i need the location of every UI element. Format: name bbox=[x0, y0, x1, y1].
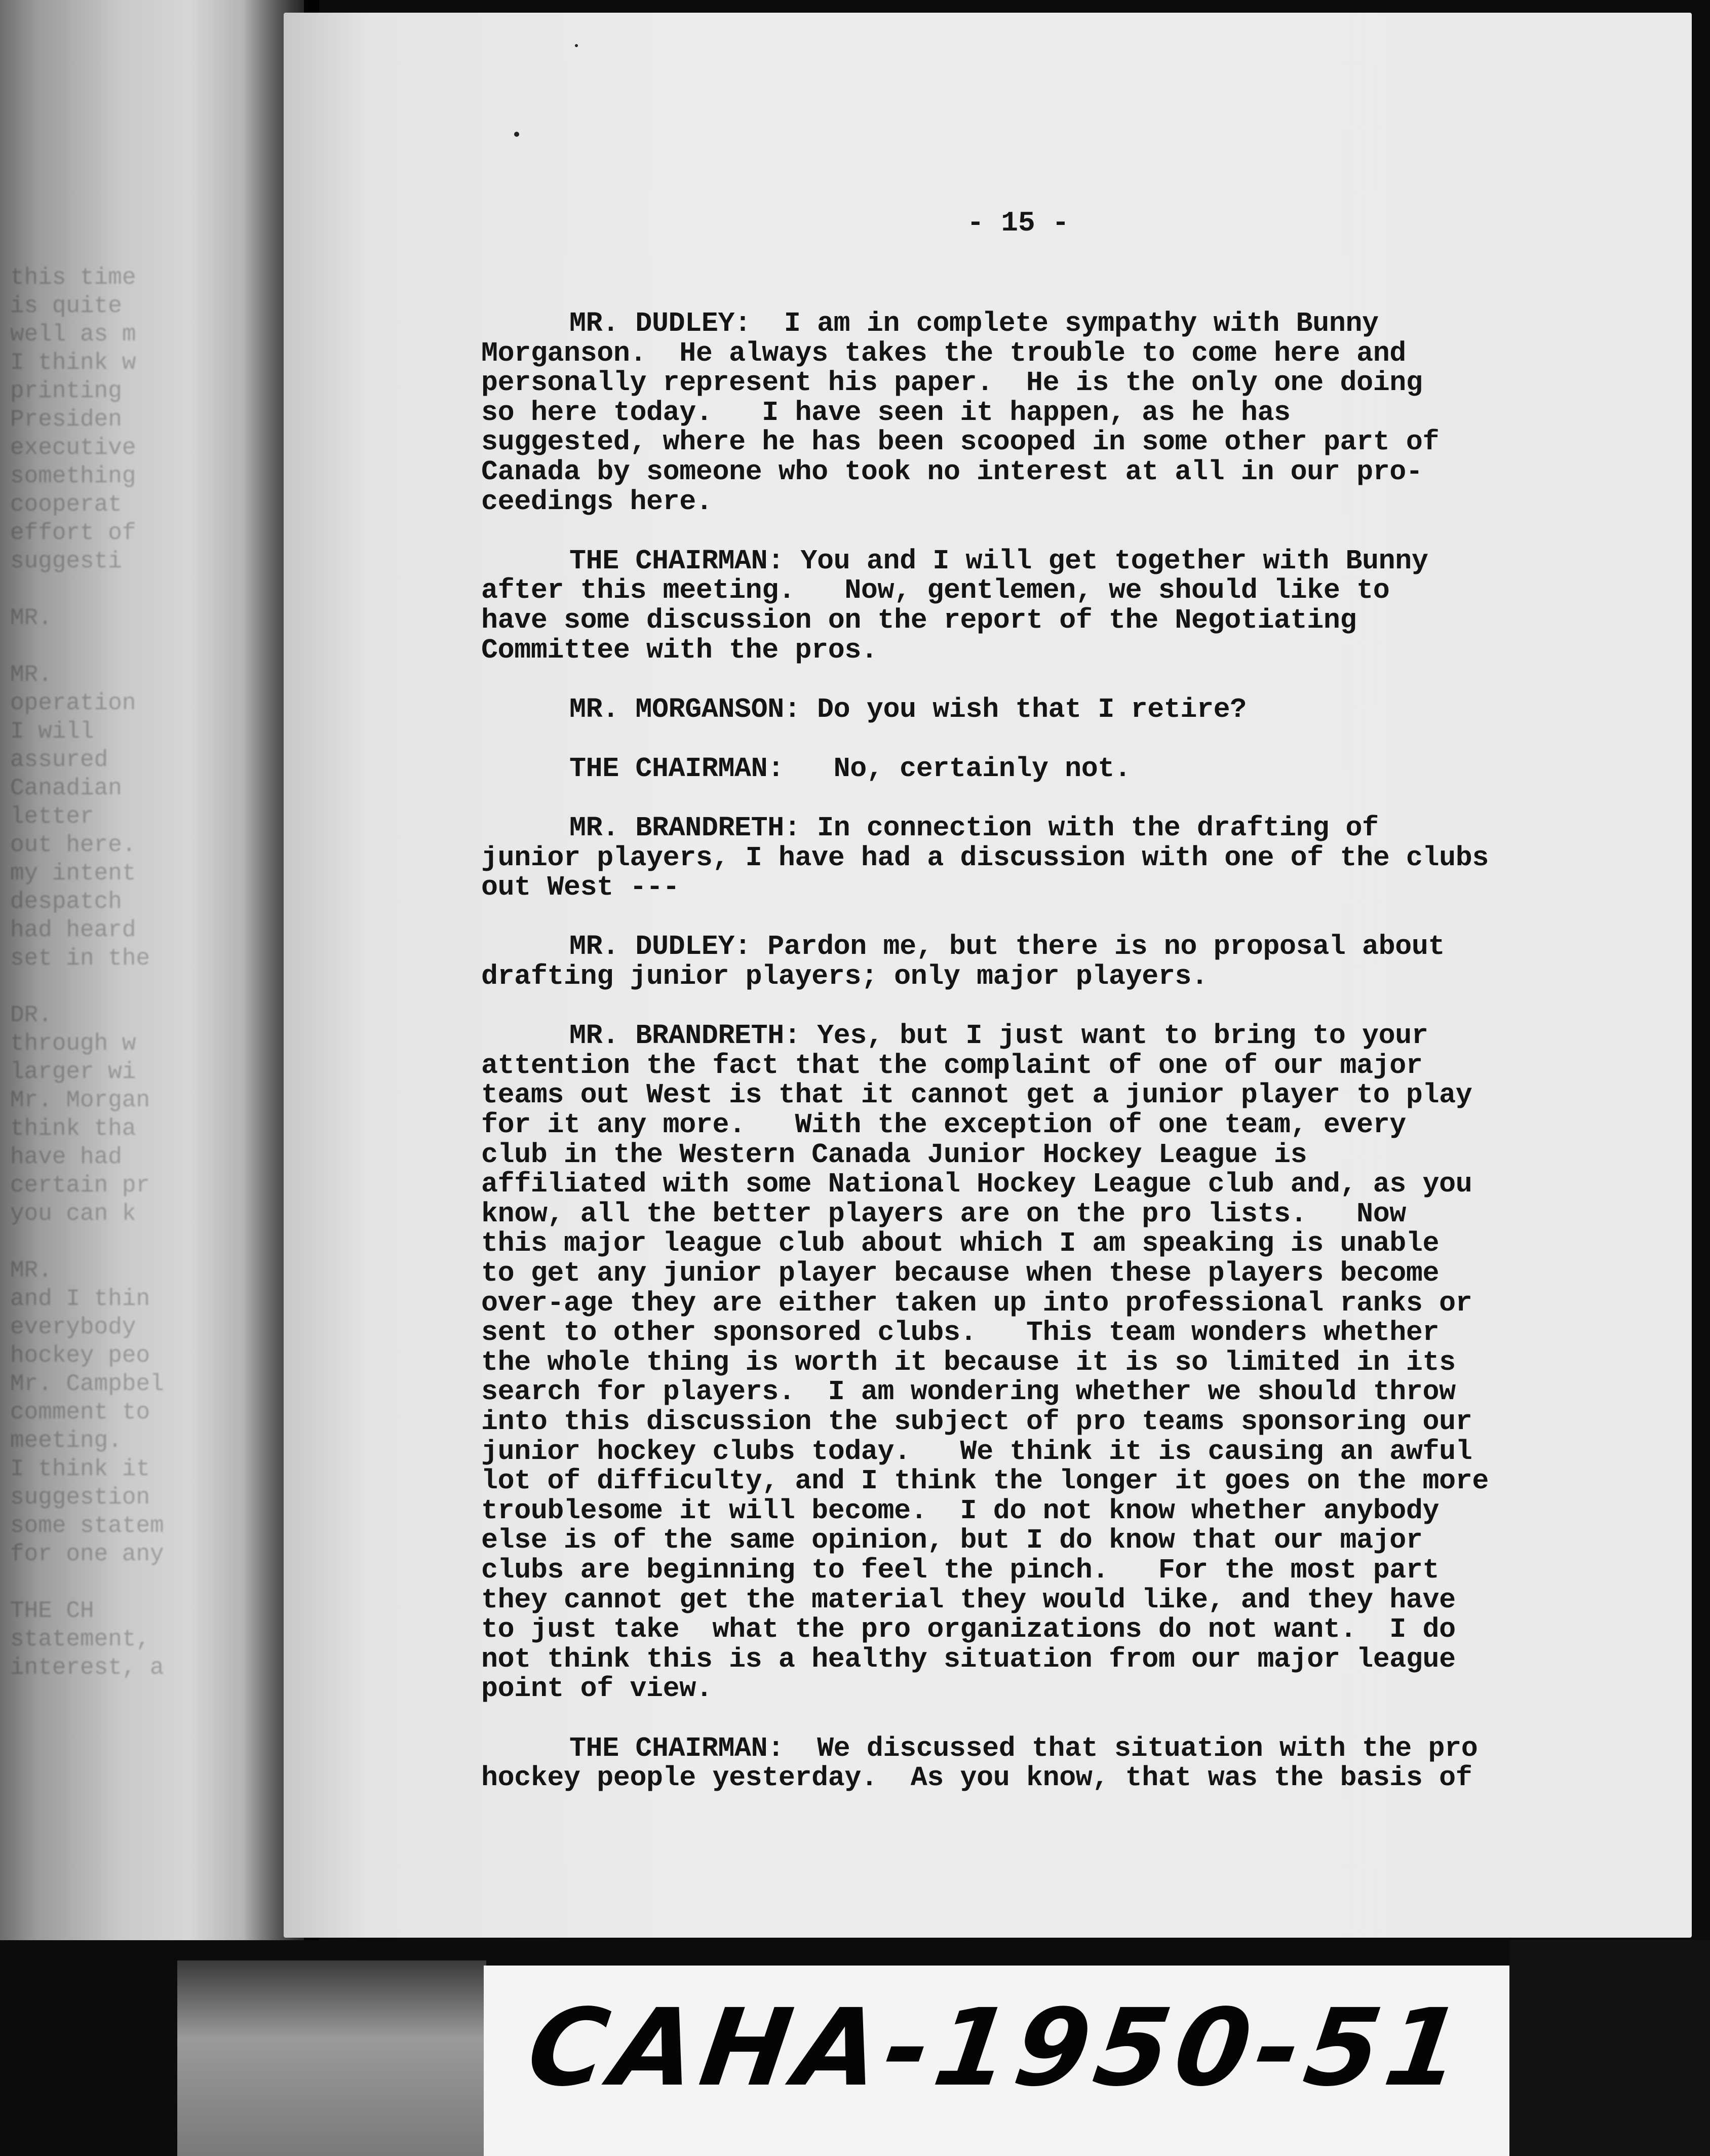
line-text: have some discussion on the report of the Negotiating bbox=[481, 604, 1357, 636]
line-text: this major league club about which I am speaking is unable bbox=[481, 1227, 1440, 1260]
bleed-line: you can k bbox=[10, 1201, 136, 1227]
line-text: search for players. I am wondering whether we should throw bbox=[481, 1376, 1456, 1408]
line-text: teams out West is that it cannot get a junior player to play bbox=[481, 1079, 1472, 1111]
line-text: Canada by someone who took no interest at all in our pro- bbox=[481, 455, 1423, 488]
paragraph-line bbox=[481, 1140, 1596, 1170]
paragraph-line bbox=[481, 1407, 1596, 1437]
bleed-line: MR. bbox=[10, 662, 52, 688]
bleed-line: set in the bbox=[10, 945, 150, 972]
paragraph-line bbox=[481, 487, 1596, 517]
bleed-line: Mr. Morgan bbox=[10, 1087, 150, 1113]
speaker-paragraph bbox=[481, 932, 1596, 991]
speaker-paragraph bbox=[481, 814, 1596, 903]
line-text: MR. DUDLEY: I am in complete sympathy with Bunny bbox=[569, 307, 1379, 339]
line-text: drafting junior players; only major players. bbox=[481, 960, 1208, 993]
archive-label-handwritten: CAHA-1950-51 bbox=[520, 1986, 1475, 2110]
bleed-line: Mr. Campbel bbox=[10, 1371, 164, 1397]
paragraph-line bbox=[481, 1170, 1596, 1200]
paragraph-line bbox=[481, 1081, 1596, 1110]
paragraph-line bbox=[481, 1556, 1596, 1586]
line-text: clubs are beginning to feel the pinch. For the most part bbox=[481, 1554, 1440, 1586]
paragraph-line bbox=[481, 1615, 1596, 1645]
page-speck bbox=[575, 44, 578, 47]
transcript-body bbox=[481, 309, 1596, 1823]
bleed-line: is quite bbox=[10, 293, 122, 319]
paragraph-first-line bbox=[481, 547, 1596, 576]
bleed-line: Canadian bbox=[10, 775, 122, 801]
bleed-line: THE CH bbox=[10, 1598, 94, 1624]
paragraph-line bbox=[481, 1437, 1596, 1467]
bleed-line: hockey peo bbox=[10, 1342, 150, 1369]
paragraph-line bbox=[481, 606, 1596, 636]
line-text: into this discussion the subject of pro teams sponsoring our bbox=[481, 1405, 1472, 1438]
typed-page bbox=[284, 13, 1692, 1938]
line-text: MR. MORGANSON: Do you wish that I retire? bbox=[569, 693, 1247, 725]
bleed-line: assured bbox=[10, 747, 108, 773]
bleed-line: executive bbox=[10, 435, 136, 461]
speaker-paragraph bbox=[481, 1734, 1596, 1793]
paragraph-line bbox=[481, 1229, 1596, 1259]
paragraph-line bbox=[481, 1348, 1596, 1378]
bleed-line: everybody bbox=[10, 1314, 136, 1340]
line-text: MR. BRANDRETH: In connection with the drafting of bbox=[569, 812, 1379, 844]
line-text: the whole thing is worth it because it is so limited in its bbox=[481, 1346, 1456, 1378]
speaker-paragraph bbox=[481, 547, 1596, 665]
bleed-line: through w bbox=[10, 1030, 136, 1057]
paragraph-line bbox=[481, 1526, 1596, 1556]
line-text: they cannot get the material they would like, and they have bbox=[481, 1584, 1456, 1616]
bleed-line: my intent bbox=[10, 860, 136, 887]
bleed-line: I think w bbox=[10, 350, 136, 376]
speaker-paragraph bbox=[481, 695, 1596, 725]
line-text: after this meeting. Now, gentlemen, we should like to bbox=[481, 574, 1390, 607]
page-number: - 15 - bbox=[967, 207, 1069, 239]
bleed-line: cooperat bbox=[10, 491, 122, 518]
paragraph-line bbox=[481, 576, 1596, 606]
paragraph-line bbox=[481, 339, 1596, 369]
line-text: Committee with the pros. bbox=[481, 634, 878, 666]
line-text: THE CHAIRMAN: No, certainly not. bbox=[569, 752, 1131, 785]
paragraph-line bbox=[481, 962, 1596, 992]
bleed-line: think tha bbox=[10, 1115, 136, 1142]
bleed-line: comment to bbox=[10, 1399, 150, 1426]
line-text: THE CHAIRMAN: You and I will get together with Bunny bbox=[569, 545, 1428, 577]
bleed-line: out here. bbox=[10, 832, 136, 858]
paragraph-line bbox=[481, 1051, 1596, 1081]
bleed-line: have had bbox=[10, 1144, 122, 1170]
background-dark bbox=[1509, 1940, 1710, 2156]
line-text: so here today. I have seen it happen, as he has bbox=[481, 396, 1291, 429]
bleed-line: MR. bbox=[10, 605, 52, 631]
archive-label-card bbox=[484, 1966, 1509, 2156]
bleed-line: DR. bbox=[10, 1002, 52, 1028]
bleed-line: for one any bbox=[10, 1541, 164, 1567]
line-text: out West --- bbox=[481, 871, 680, 904]
paragraph-first-line bbox=[481, 932, 1596, 962]
line-text: ceedings here. bbox=[481, 485, 713, 518]
line-text: over-age they are either taken up into professional ranks or bbox=[481, 1287, 1472, 1319]
line-text: affiliated with some National Hockey League club and, as you bbox=[481, 1168, 1472, 1201]
line-text: junior hockey clubs today. We think it is causing an awful bbox=[481, 1435, 1472, 1468]
paragraph-line bbox=[481, 457, 1596, 487]
paragraph-first-line bbox=[481, 695, 1596, 725]
line-text: MR. DUDLEY: Pardon me, but there is no proposal about bbox=[569, 931, 1445, 963]
bleed-line: interest, a bbox=[10, 1654, 164, 1681]
page-speck bbox=[514, 132, 519, 137]
bleed-line: I think it bbox=[10, 1456, 150, 1482]
bleed-line: larger wi bbox=[10, 1059, 136, 1085]
line-text: not think this is a healthy situation from our major league bbox=[481, 1643, 1456, 1675]
bleed-line: certain pr bbox=[10, 1172, 150, 1199]
speaker-paragraph bbox=[481, 1021, 1596, 1704]
paragraph-line bbox=[481, 1645, 1596, 1675]
paragraph-line bbox=[481, 368, 1596, 398]
line-text: Morganson. He always takes the trouble to come here and bbox=[481, 337, 1406, 369]
line-text: personally represent his paper. He is the only one doing bbox=[481, 367, 1423, 399]
paragraph-first-line bbox=[481, 754, 1596, 784]
paragraph-line bbox=[481, 636, 1596, 666]
line-text: club in the Western Canada Junior Hockey League is bbox=[481, 1138, 1307, 1171]
line-text: junior players, I have had a discussion with one of the clubs bbox=[481, 841, 1489, 874]
paragraph-line bbox=[481, 1496, 1596, 1526]
bleed-line: despatch bbox=[10, 889, 122, 915]
paragraph-first-line bbox=[481, 1734, 1596, 1764]
bleed-line: operation bbox=[10, 690, 136, 716]
line-text: to get any junior player because when these players become bbox=[481, 1257, 1440, 1289]
line-text: troublesome it will become. I do not know whether anybody bbox=[481, 1494, 1440, 1527]
paragraph-line bbox=[481, 1763, 1596, 1793]
paragraph-line bbox=[481, 1586, 1596, 1615]
paragraph-line bbox=[481, 1110, 1596, 1140]
paragraph-line bbox=[481, 1289, 1596, 1319]
line-text: suggested, where he has been scooped in some other part of bbox=[481, 426, 1440, 458]
bleed-line: and I thin bbox=[10, 1286, 150, 1312]
paragraph-line bbox=[481, 1318, 1596, 1348]
line-text: hockey people yesterday. As you know, that was the basis of bbox=[481, 1762, 1472, 1794]
paragraph-line bbox=[481, 1674, 1596, 1704]
bleed-line: some statem bbox=[10, 1513, 164, 1539]
bleed-line: effort of bbox=[10, 520, 136, 546]
paragraph-first-line bbox=[481, 309, 1596, 339]
line-text: else is of the same opinion, but I do know that our major bbox=[481, 1524, 1423, 1557]
bleed-line: had heard bbox=[10, 917, 136, 943]
bleed-line: well as m bbox=[10, 321, 136, 348]
line-text: point of view. bbox=[481, 1673, 713, 1705]
paragraph-line bbox=[481, 398, 1596, 428]
paragraph-line bbox=[481, 843, 1596, 873]
bleed-line: MR. bbox=[10, 1257, 52, 1284]
line-text: attention the fact that the complaint of one of our major bbox=[481, 1049, 1423, 1082]
paragraph-first-line bbox=[481, 814, 1596, 843]
line-text: for it any more. With the exception of one team, every bbox=[481, 1109, 1406, 1141]
bleed-line: suggesti bbox=[10, 548, 122, 574]
paragraph-line bbox=[481, 1200, 1596, 1229]
speaker-paragraph bbox=[481, 309, 1596, 517]
speaker-paragraph bbox=[481, 754, 1596, 784]
line-text: lot of difficulty, and I think the longer it goes on the more bbox=[481, 1465, 1489, 1497]
line-text: know, all the better players are on the pro lists. Now bbox=[481, 1198, 1406, 1230]
line-text: sent to other sponsored clubs. This team wonders whether bbox=[481, 1317, 1440, 1349]
bleed-line: this time bbox=[10, 264, 136, 291]
line-text: MR. BRANDRETH: Yes, but I just want to bring to your bbox=[569, 1020, 1428, 1052]
paragraph-line bbox=[481, 428, 1596, 457]
bleed-line: letter bbox=[10, 803, 94, 830]
paragraph-line bbox=[481, 873, 1596, 903]
bleed-line: statement, bbox=[10, 1626, 150, 1652]
bleed-line: I will bbox=[10, 718, 94, 745]
paragraph-line bbox=[481, 1377, 1596, 1407]
bleed-line: printing bbox=[10, 378, 122, 404]
background-strip bbox=[177, 1960, 486, 2156]
bleed-line: suggestion bbox=[10, 1484, 150, 1511]
paragraph-line bbox=[481, 1259, 1596, 1289]
paragraph-first-line bbox=[481, 1021, 1596, 1051]
bleed-line: something bbox=[10, 463, 136, 489]
paragraph-line bbox=[481, 1467, 1596, 1496]
bleed-line: meeting. bbox=[10, 1428, 122, 1454]
line-text: to just take what the pro organizations do not want. I do bbox=[481, 1613, 1456, 1646]
line-text: THE CHAIRMAN: We discussed that situation with the pro bbox=[569, 1732, 1478, 1764]
bleed-line: Presiden bbox=[10, 406, 122, 433]
